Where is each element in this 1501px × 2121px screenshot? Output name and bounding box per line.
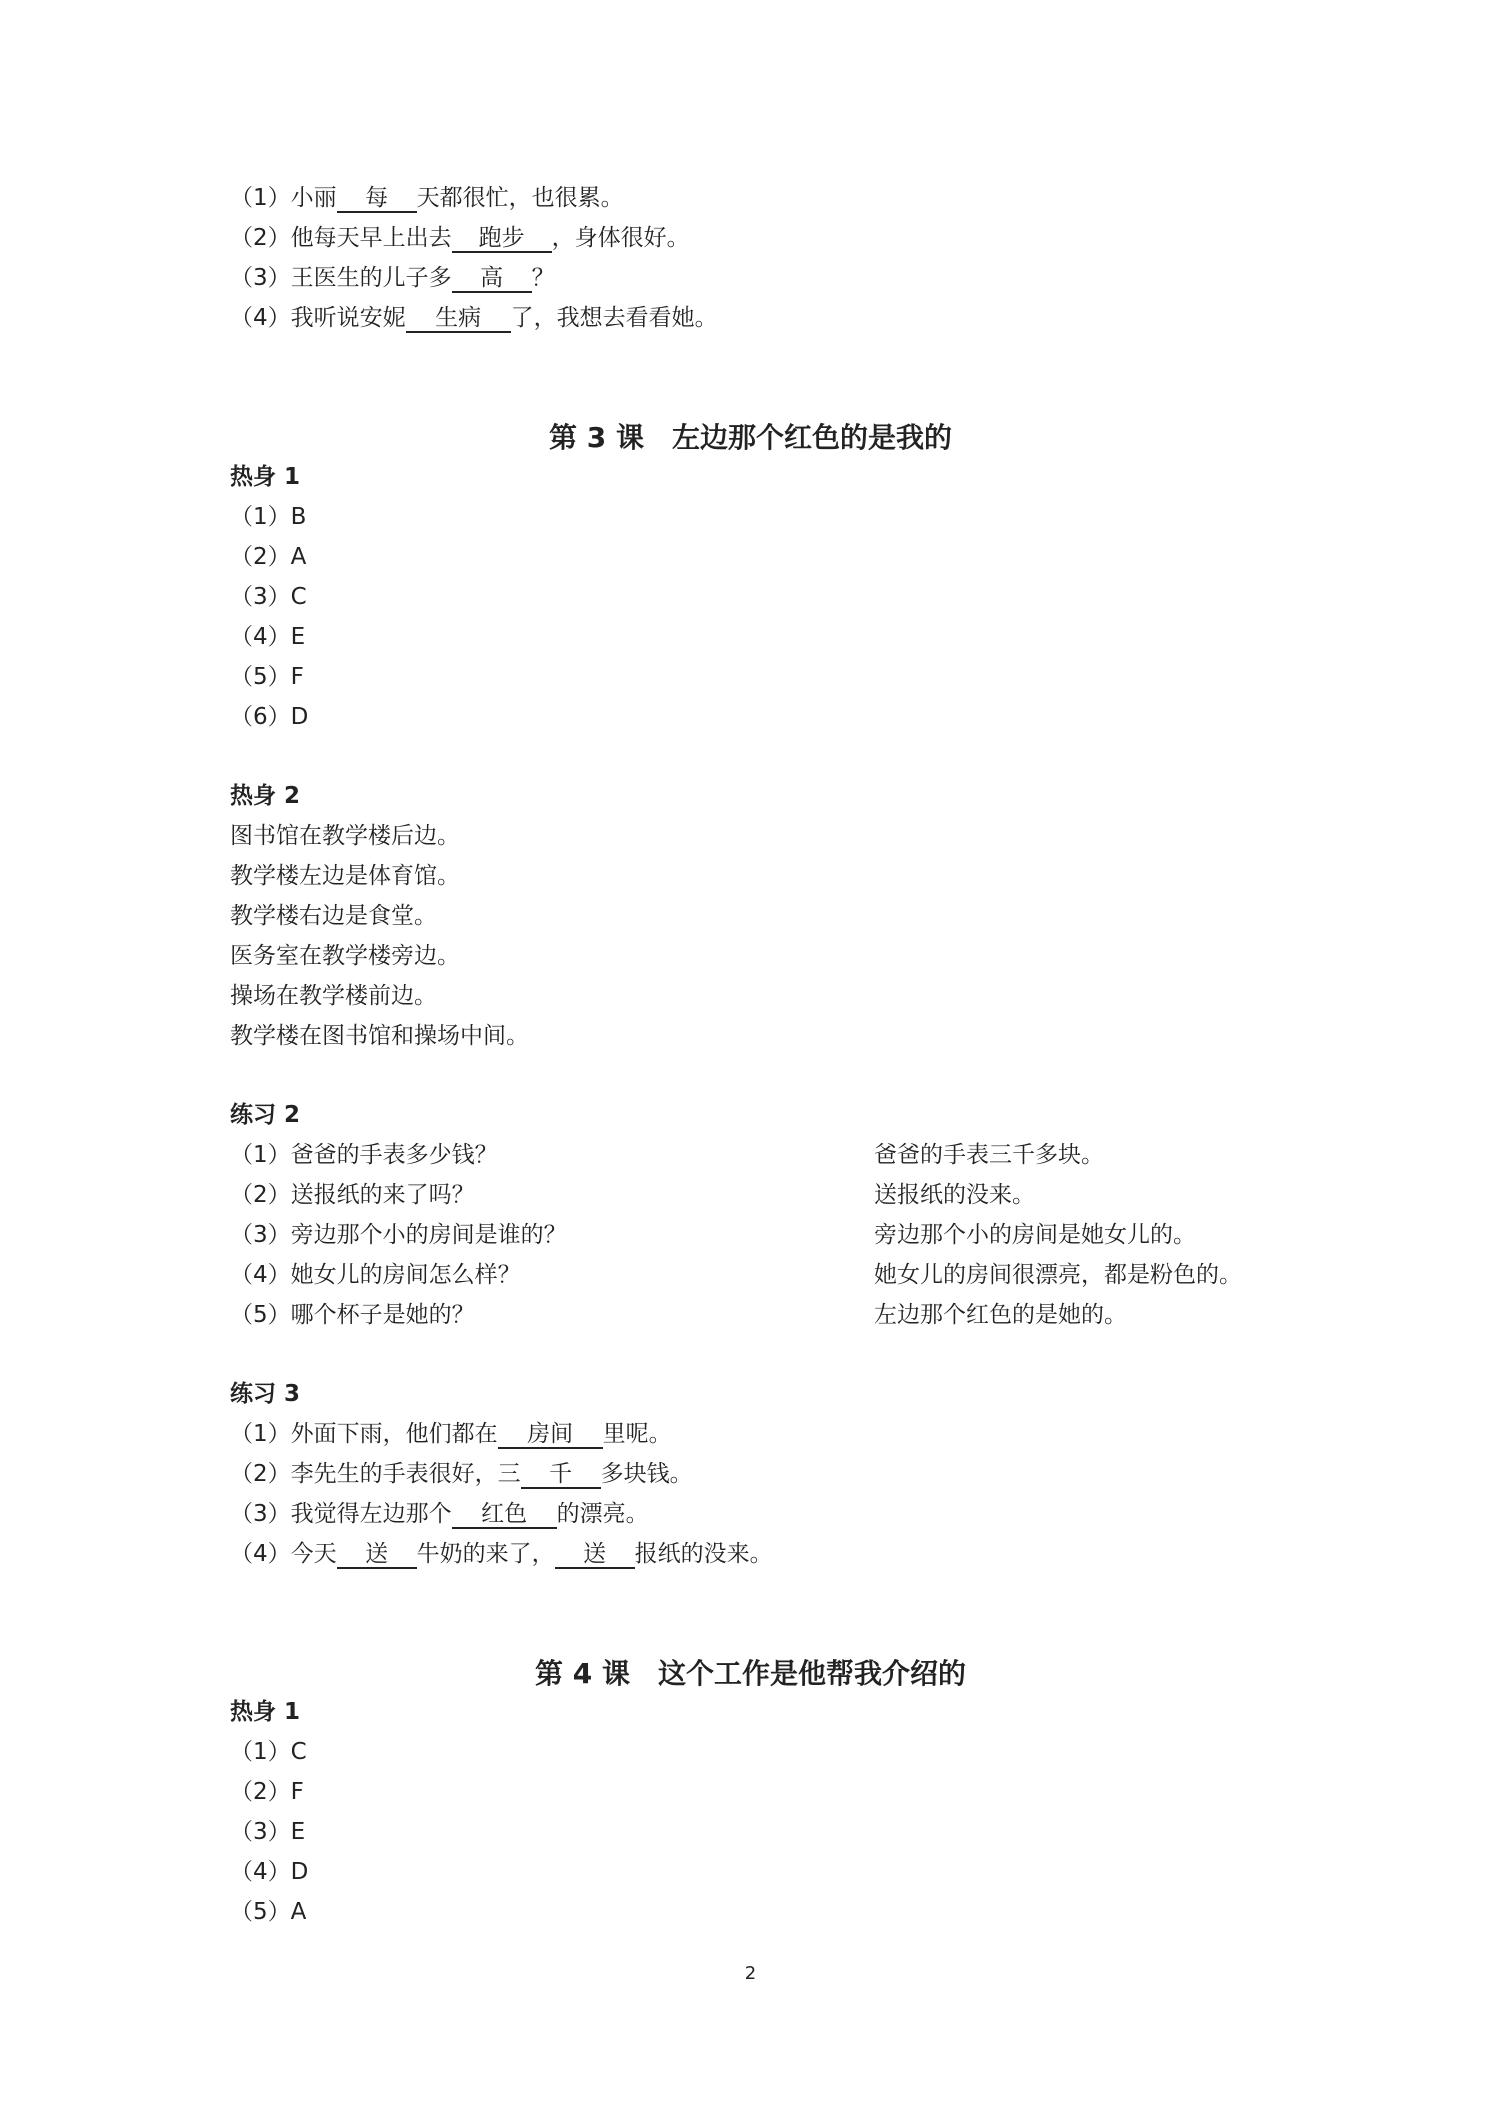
item-text: 了，我想去看看她。	[510, 305, 718, 331]
qa-row	[230, 1140, 1104, 1170]
warmup-1-heading: 热身 1	[230, 1699, 301, 1725]
question: （4）她女儿的房间怎么样？	[230, 1262, 521, 1288]
sentence: 操场在教学楼前边。	[230, 983, 437, 1009]
answer: 旁边那个小的房间是她女儿的。	[874, 1222, 1196, 1248]
exercise-2-heading: 练习 2	[230, 1102, 301, 1128]
item-text: 外面下雨，他们都在	[290, 1421, 498, 1447]
answer: 爸爸的手表三千多块。	[874, 1142, 1104, 1168]
page-number: 2	[744, 1963, 757, 1984]
answer-item: （4）D	[230, 1859, 309, 1885]
answer: 左边那个红色的是她的。	[874, 1302, 1127, 1328]
item-number: （3）	[230, 265, 291, 291]
item-text: 李先生的手表很好，三	[290, 1461, 521, 1487]
item-text: 今天	[290, 1541, 337, 1567]
answer-blank: 生病	[406, 305, 511, 333]
item-number: （4）	[230, 1541, 291, 1567]
item-text: 王医生的儿子多	[290, 265, 452, 291]
warmup-1-heading: 热身 1	[230, 464, 301, 490]
question: （2）送报纸的来了吗？	[230, 1182, 475, 1208]
answer-item: （5）F	[230, 664, 304, 690]
sentence: 医务室在教学楼旁边。	[230, 943, 460, 969]
sentence: 教学楼左边是体育馆。	[230, 863, 460, 889]
item-text: ，身体很好。	[551, 225, 690, 251]
item-text: ？	[531, 265, 555, 291]
sentence: 教学楼右边是食堂。	[230, 903, 437, 929]
answer-item: （6）D	[230, 704, 309, 730]
item-text: 他每天早上出去	[290, 225, 452, 251]
item-text: 牛奶的来了，	[416, 1541, 555, 1567]
answer-item: （1）C	[230, 1739, 307, 1765]
item-number: （2）	[230, 225, 291, 251]
answer-blank: 跑步	[452, 225, 552, 253]
qa-row	[230, 1220, 1196, 1250]
fill-item-2	[230, 223, 690, 253]
qa-row	[230, 1260, 1242, 1290]
answer-item: （4）E	[230, 624, 306, 650]
item-text: 天都很忙，也很累。	[416, 185, 624, 211]
item-number: （1）	[230, 185, 291, 211]
answer-blank: 红色	[452, 1501, 557, 1529]
answer-blank: 高	[452, 265, 532, 293]
item-text: 报纸的没来。	[634, 1541, 773, 1567]
answer-item: （1）B	[230, 504, 307, 530]
question: （1）爸爸的手表多少钱？	[230, 1142, 498, 1168]
question: （5）哪个杯子是她的？	[230, 1302, 475, 1328]
item-number: （4）	[230, 305, 291, 331]
item-text: 我觉得左边那个	[290, 1501, 452, 1527]
fill-item-2	[230, 1459, 693, 1489]
sentence: 教学楼在图书馆和操场中间。	[230, 1023, 529, 1049]
fill-item-1	[230, 183, 624, 213]
answer-item: （3）C	[230, 584, 307, 610]
fill-item-3	[230, 263, 555, 293]
item-number: （2）	[230, 1461, 291, 1487]
item-text: 小丽	[290, 185, 337, 211]
lesson-4-title: 第 4 课 这个工作是他帮我介绍的	[535, 1657, 966, 1690]
fill-item-3	[230, 1499, 649, 1529]
fill-item-1	[230, 1419, 672, 1449]
fill-item-4	[230, 1539, 773, 1569]
item-text: 的漂亮。	[556, 1501, 649, 1527]
item-number: （1）	[230, 1421, 291, 1447]
answer-item: （2）A	[230, 544, 307, 570]
qa-row	[230, 1300, 1127, 1330]
answer-blank: 送	[337, 1541, 417, 1569]
exercise-3-heading: 练习 3	[230, 1381, 301, 1407]
answer: 她女儿的房间很漂亮，都是粉色的。	[874, 1262, 1242, 1288]
answer-blank: 千	[521, 1461, 601, 1489]
qa-row	[230, 1180, 1035, 1210]
warmup-2-heading: 热身 2	[230, 783, 301, 809]
question: （3）旁边那个小的房间是谁的？	[230, 1222, 567, 1248]
item-text: 多块钱。	[600, 1461, 693, 1487]
answer-item: （3）E	[230, 1819, 306, 1845]
answer-blank: 每	[337, 185, 417, 213]
item-text: 我听说安妮	[290, 305, 406, 331]
sentence: 图书馆在教学楼后边。	[230, 823, 460, 849]
fill-item-4	[230, 303, 718, 333]
item-number: （3）	[230, 1501, 291, 1527]
answer-blank: 送	[555, 1541, 635, 1569]
lesson-3-title: 第 3 课 左边那个红色的是我的	[549, 421, 952, 454]
answer-item: （5）A	[230, 1899, 307, 1925]
answer-item: （2）F	[230, 1779, 304, 1805]
answer: 送报纸的没来。	[874, 1182, 1035, 1208]
item-text: 里呢。	[602, 1421, 672, 1447]
answer-blank: 房间	[498, 1421, 603, 1449]
